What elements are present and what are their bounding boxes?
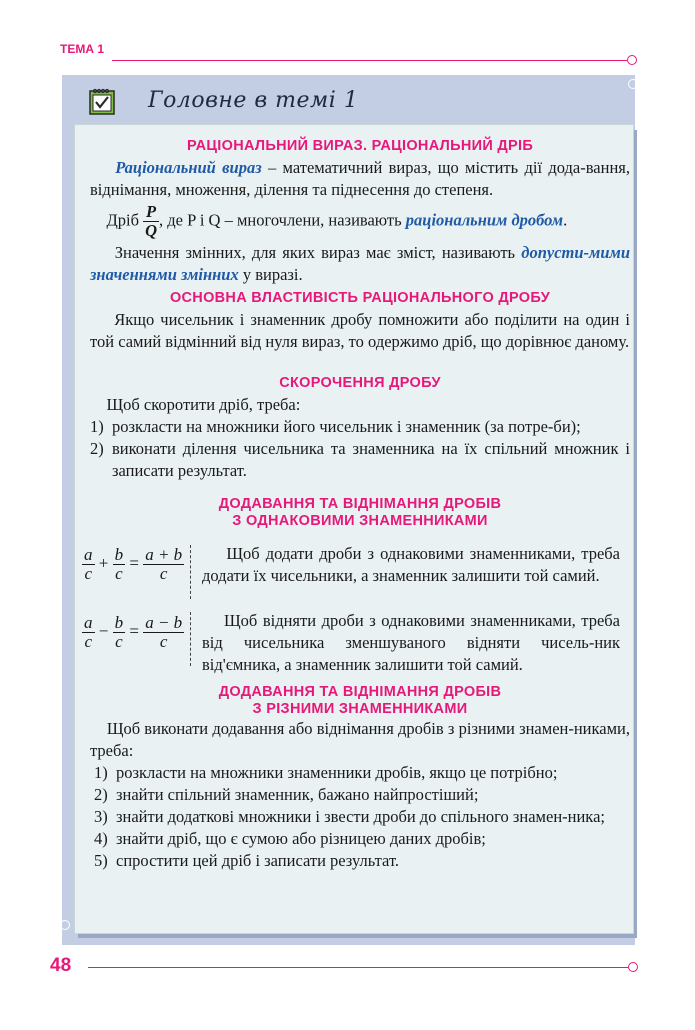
- admissible-end: у виразі.: [238, 265, 303, 284]
- frame-pin-left: [60, 920, 70, 930]
- section-heading-same-denominators: ДОДАВАННЯ ТА ВІДНІМАННЯ ДРОБІВ: [218, 496, 502, 512]
- frame-pin-right: [628, 79, 638, 89]
- term-admissible-values: допусти-мими значеннями змінних: [90, 243, 630, 284]
- different-step: 2) знайти спільний знаменник, бажано найпростіший;: [94, 785, 479, 804]
- reduction-step: 2) виконати ділення чисельника та знаменника на їх спільний множник і записати результат.: [90, 439, 630, 480]
- section-heading-reduction: СКОРОЧЕННЯ ДРОБУ: [279, 375, 441, 391]
- different-step: 4) знайти дріб, що є сумою або різницею даних дробів;: [94, 829, 486, 848]
- different-step: 3) знайти додаткові множники і звести дроби до спільного знамен-ника;: [94, 807, 605, 826]
- rule-subtraction: Щоб відняти дроби з однаковими знаменниками, треба від чисельника зменшуваного відняти чисель-ник від'ємника, а знаменник залишити той самий.: [202, 611, 620, 674]
- term-rational-fraction: раціональним дробом: [405, 210, 564, 230]
- section-heading-different-denominators: ДОДАВАННЯ ТА ВІДНІМАННЯ ДРОБІВ: [218, 684, 502, 700]
- formula-addition: $\frac{a}{c}$ + $\frac{b}{c}$ = $\frac{a + b}{c}$: [84, 545, 183, 583]
- section-heading-property: ОСНОВНА ВЛАСТИВІСТЬ РАЦІОНАЛЬНОГО ДРОБУ: [169, 290, 551, 306]
- fraction-p-over-q: [143, 203, 159, 240]
- reduction-step: 1) розкласти на множники його чисельник і знаменник (за потре-би);: [90, 417, 581, 436]
- fraction-numerator: P: [143, 203, 159, 222]
- fraction-definition: , де P і Q – многочлени, називають: [159, 210, 406, 230]
- reduction-block: [90, 394, 630, 482]
- bottom-rule-dot: [628, 962, 638, 972]
- fraction-end: .: [563, 210, 568, 230]
- paragraph-rational-fraction: [90, 203, 630, 240]
- different-step: 1) розкласти на множники знаменники дробів, якщо це потрібно;: [94, 763, 558, 782]
- section-heading-rational: РАЦІОНАЛЬНИЙ ВИРАЗ. РАЦІОНАЛЬНИЙ ДРІБ: [186, 138, 534, 154]
- section-heading-different-denominators-2: З РІЗНИМИ ЗНАМЕННИКАМИ: [252, 701, 468, 717]
- box-title: Головне в темі 1: [148, 88, 359, 113]
- reduction-intro: Щоб скоротити дріб, треба:: [106, 395, 301, 414]
- fraction-denominator: Q: [145, 221, 158, 240]
- rational-expression-definition: – математичний вираз, що містить дії дода-вання, віднімання, множення, ділення та піднесення до степеня.: [90, 158, 630, 199]
- fraction-lead: Дріб: [106, 210, 139, 230]
- bottom-rule: [88, 967, 628, 968]
- top-rule: [112, 60, 627, 61]
- different-intro: Щоб виконати додавання або віднімання дробів з різними знамен-никами, треба:: [90, 719, 630, 760]
- checklist-notepad-icon: [88, 87, 116, 115]
- section-heading-same-denominators-2: З ОДНАКОВИМИ ЗНАМЕННИКАМИ: [232, 513, 488, 529]
- divider-addition: [190, 545, 191, 599]
- rule-addition: Щоб додати дроби з однаковими знаменниками, треба додати їх чисельники, а знаменник залишити той самий.: [202, 544, 620, 585]
- different-denominators-block: [90, 718, 630, 872]
- paragraph-admissible-values: [90, 242, 630, 286]
- formula-subtraction: $\frac{a}{c}$ − $\frac{b}{c}$ = $\frac{a - b}{c}$: [84, 613, 183, 651]
- paragraph-property: [90, 309, 630, 353]
- divider-subtraction: [190, 612, 191, 666]
- property-text: Якщо чисельник і знаменник дробу помножити або поділити на один і той самий відмінний від нуля вираз, то одержимо дріб, що дорівнює даному.: [90, 310, 631, 351]
- topic-label: ТЕМА 1: [60, 42, 105, 56]
- admissible-text: Значення змінних, для яких вираз має зміст, називають: [114, 243, 522, 262]
- different-step: 5) спростити цей дріб і записати результат.: [94, 851, 400, 870]
- paragraph-rational-expression: [90, 157, 630, 201]
- term-rational-expression: Раціональний вираз: [115, 158, 262, 177]
- top-rule-dot: [627, 55, 637, 65]
- page-number: 48: [50, 955, 72, 976]
